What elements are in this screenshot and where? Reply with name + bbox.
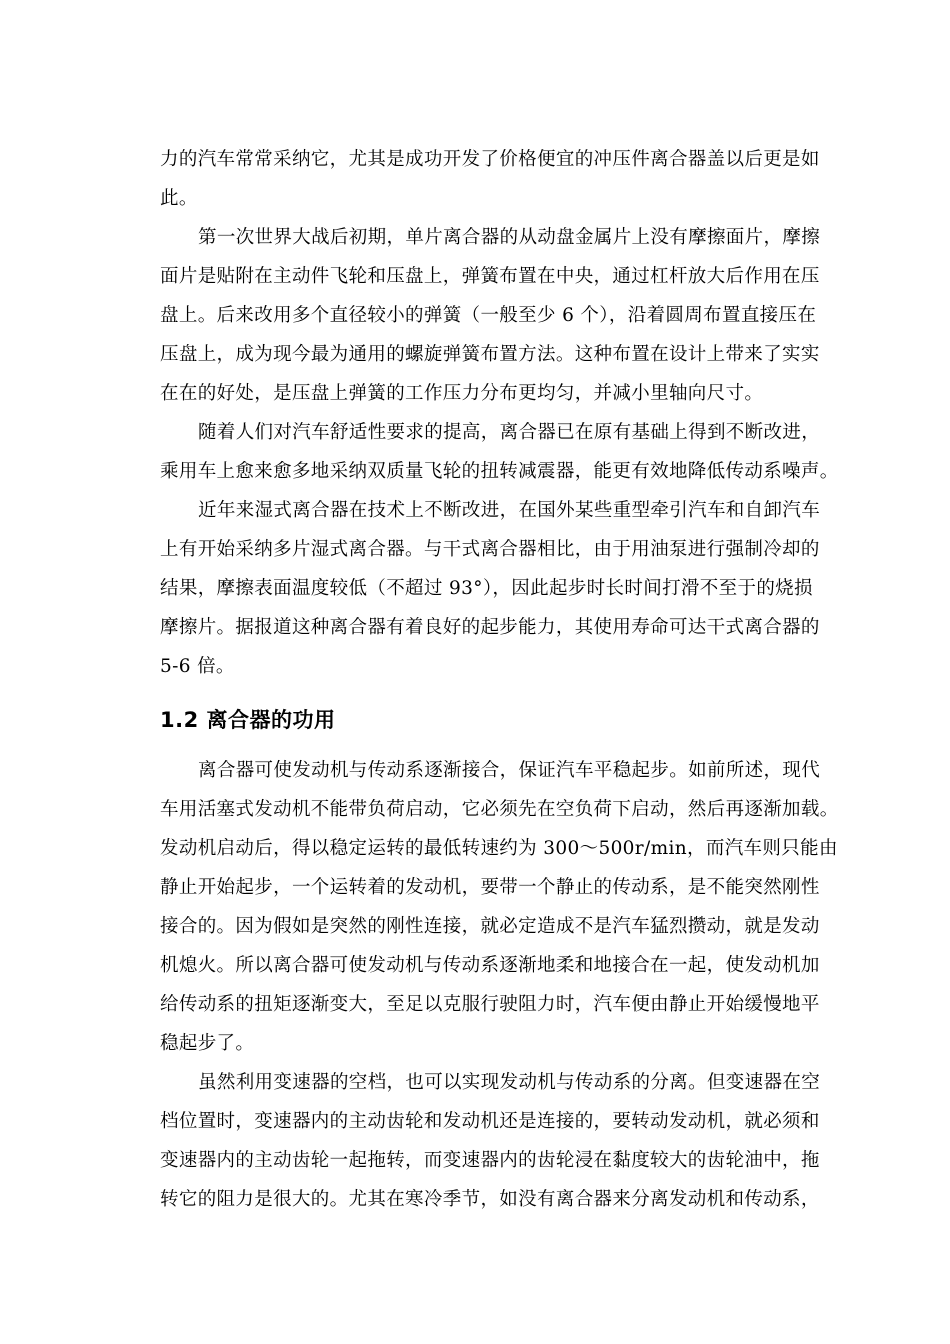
paragraph-line: 乘用车上愈来愈多地采纳双质量飞轮的扭转减震器，能更有效地降低传动系噪声。: [160, 461, 839, 482]
paragraph-line: 盘上。后来改用多个直径较小的弹簧（一般至少 6 个），沿着圆周布置直接压在: [160, 305, 817, 326]
paragraph-line: 转它的阻力是很大的。尤其在寒冷季节，如没有离合器来分离发动机和传动系，: [160, 1189, 820, 1210]
paragraph-line: 面片是贴附在主动件飞轮和压盘上，弹簧布置在中央，通过杠杆放大后作用在压: [160, 266, 820, 287]
paragraph-line: 上有开始采纳多片湿式离合器。与干式离合器相比，由于用油泵进行强制冷却的: [160, 539, 820, 560]
paragraph-line: 接合的。因为假如是突然的刚性连接，就必定造成不是汽车猛烈攒动，就是发动: [160, 916, 820, 937]
paragraph-line: 发动机启动后，得以稳定运转的最低转速约为 300～500r/min，而汽车则只能由: [160, 838, 838, 859]
paragraph-line: 车用活塞式发动机不能带负荷启动，它必须先在空负荷下启动，然后再逐渐加载。: [160, 799, 839, 820]
paragraph-line: 第一次世界大战后初期，单片离合器的从动盘金属片上没有摩擦面片，摩擦: [198, 227, 821, 248]
paragraph-line: 近年来湿式离合器在技术上不断改进，在国外某些重型牵引汽车和自卸汽车: [198, 500, 821, 521]
paragraph-line: 摩擦片。据报道这种离合器有着良好的起步能力，其使用寿命可达干式离合器的: [160, 617, 820, 638]
paragraph-line: 5-6 倍。: [160, 656, 235, 677]
paragraph-line: 变速器内的主动齿轮一起拖转，而变速器内的齿轮浸在黏度较大的齿轮油中，拖: [160, 1150, 820, 1171]
paragraph-line: 虽然利用变速器的空档，也可以实现发动机与传动系的分离。但变速器在空: [198, 1072, 821, 1093]
paragraph-line: 机熄火。所以离合器可使发动机与传动系逐渐地柔和地接合在一起，使发动机加: [160, 955, 820, 976]
paragraph-line: 结果，摩擦表面温度较低（不超过 93°），因此起步时长时间打滑不至于的烧损: [160, 578, 813, 599]
paragraph-line: 离合器可使发动机与传动系逐渐接合，保证汽车平稳起步。如前所述，现代: [198, 760, 821, 781]
paragraph-line: 稳起步了。: [160, 1033, 255, 1054]
paragraph-line: 档位置时，变速器内的主动齿轮和发动机还是连接的，要转动发动机，就必须和: [160, 1111, 820, 1132]
paragraph-line: 随着人们对汽车舒适性要求的提高，离合器已在原有基础上得到不断改进，: [198, 422, 821, 443]
paragraph-line: 给传动系的扭矩逐渐变大，至足以克服行驶阻力时，汽车便由静止开始缓慢地平: [160, 994, 820, 1015]
paragraph-line: 在在的好处，是压盘上弹簧的工作压力分布更均匀，并减小里轴向尺寸。: [160, 383, 764, 404]
paragraph-line: 力的汽车常常采纳它，尤其是成功开发了价格便宜的冲压件离合器盖以后更是如: [160, 149, 820, 170]
paragraph-line: 静止开始起步，一个运转着的发动机，要带一个静止的传动系，是不能突然刚性: [160, 877, 820, 898]
section-heading: 1.2 离合器的功用: [160, 708, 336, 732]
paragraph-line: 压盘上，成为现今最为通用的螺旋弹簧布置方法。这种布置在设计上带来了实实: [160, 344, 820, 365]
paragraph-line: 此。: [160, 188, 198, 209]
